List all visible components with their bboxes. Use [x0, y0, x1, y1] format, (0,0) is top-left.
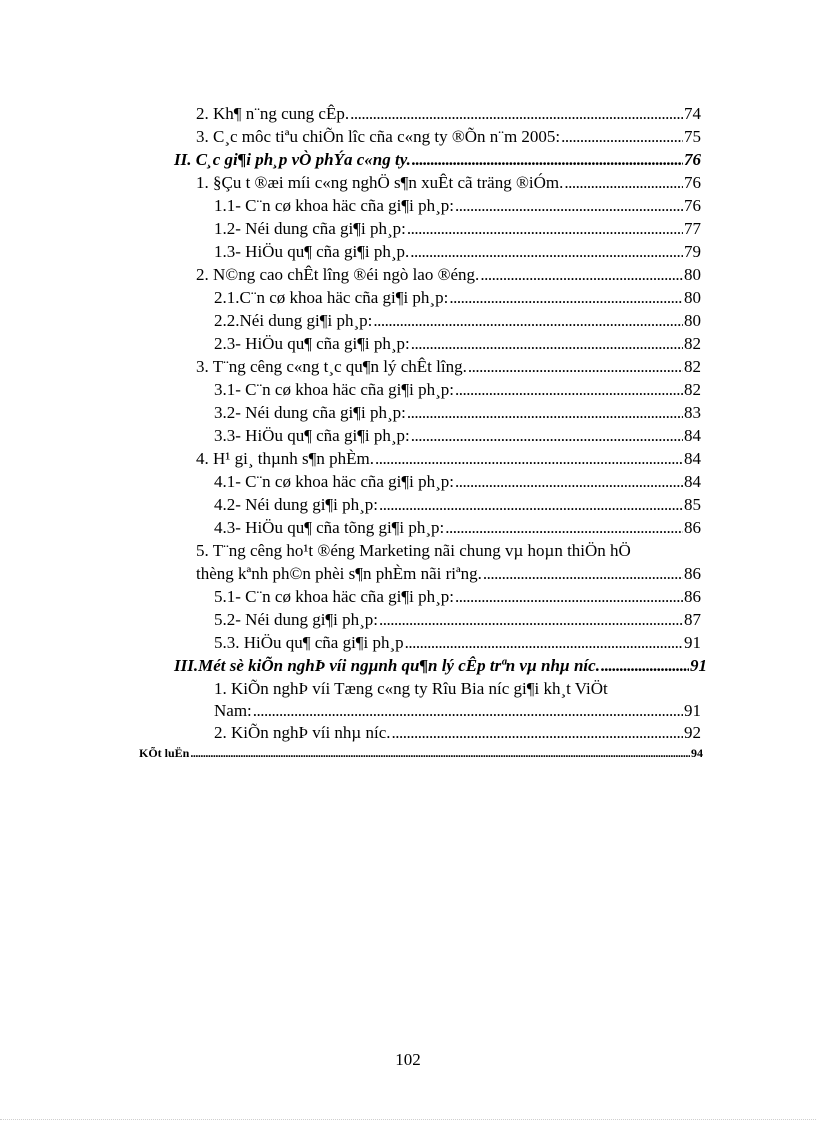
dot-leader — [483, 563, 683, 585]
toc-subentry — [214, 310, 701, 332]
dot-leader — [350, 103, 683, 125]
toc-entry-page: 79 — [684, 242, 701, 261]
toc-entry-page: 76 — [684, 173, 701, 192]
toc-subentry — [214, 632, 701, 654]
toc-entry-title: 1.1- C¨n cø khoa häc cña gi¶i ph¸p: — [214, 196, 454, 215]
toc-entry-page: 76 — [684, 150, 701, 169]
dot-leader — [564, 172, 683, 194]
dot-leader — [468, 356, 683, 378]
toc-entry-title-line1: 1. KiÕn nghÞ víi Tæng c«ng ty Rîu Bia níc gi¶i kh¸t ViÖt — [214, 679, 608, 698]
toc-subentry — [214, 517, 701, 539]
toc-entry-title: 1.3- HiÖu qu¶ cña gi¶i ph¸p. — [214, 242, 410, 261]
dot-leader — [405, 632, 683, 654]
dot-leader — [455, 586, 683, 608]
toc-entry-page: 74 — [684, 104, 701, 123]
toc-section-heading — [174, 655, 707, 677]
toc-entry-page: 86 — [684, 587, 701, 606]
dot-leader — [373, 310, 683, 332]
toc-entry-title: 4.1- C¨n cø khoa häc cña gi¶i ph¸p: — [214, 472, 454, 491]
toc-subentry — [214, 425, 701, 447]
toc-entry-title: 2.1.C¨n cø khoa häc cña gi¶i ph¸p: — [214, 288, 449, 307]
toc-entry-title: 2. KiÕn nghÞ víi nhµ níc. — [214, 723, 391, 742]
toc-entry-page: 80 — [684, 288, 701, 307]
toc-entry-title: thèng kªnh ph©n phèi s¶n phÈm nãi riªng. — [196, 564, 482, 583]
page-number: 102 — [395, 1050, 421, 1069]
toc-entry-title: 5.3. HiÖu qu¶ cña gi¶i ph¸p — [214, 633, 404, 652]
toc-entry — [196, 264, 701, 286]
dot-leader — [455, 195, 683, 217]
page-bottom-divider — [0, 1119, 816, 1120]
toc-entry-page: 84 — [684, 426, 701, 445]
dot-leader — [410, 241, 683, 263]
dot-leader — [253, 700, 683, 722]
toc-entry-page: 82 — [684, 380, 701, 399]
dot-leader — [375, 448, 683, 470]
toc-entry — [196, 103, 701, 125]
toc-entry-title: 1. §Çu t ®æi míi c«ng nghÖ s¶n xuÊt cã träng ®iÓm. — [196, 173, 564, 192]
toc-entry-page: 91 — [684, 701, 701, 720]
toc-entry-page: 84 — [684, 472, 701, 491]
toc-entry-title: 2.2.Néi dung gi¶i ph¸p: — [214, 311, 373, 330]
toc-entry-page: 85 — [684, 495, 701, 514]
toc-subentry — [214, 379, 701, 401]
toc-entry-page: 86 — [684, 518, 701, 537]
toc-entry-title: 4.3- HiÖu qu¶ cña tõng gi¶i ph¸p: — [214, 518, 445, 537]
toc-entry-title: 3.1- C¨n cø khoa häc cña gi¶i ph¸p: — [214, 380, 454, 399]
dot-leader — [407, 218, 683, 240]
toc-entry-title-line1: 5. T¨ng cêng ho¹t ®éng Marketing nãi chung vµ hoµn thiÖn hÖ — [196, 541, 631, 560]
toc-entry — [196, 126, 701, 148]
toc-subentry — [214, 471, 701, 493]
toc-entry-page: 77 — [684, 219, 701, 238]
dot-leader — [412, 149, 683, 171]
toc-entry-title: 4. H¹ gi¸ thµnh s¶n phÈm. — [196, 449, 374, 468]
dot-leader — [190, 745, 690, 761]
toc-subentry — [214, 241, 701, 263]
toc-entry-title: 5.1- C¨n cø khoa häc cña gi¶i ph¸p: — [214, 587, 454, 606]
toc-entry-title: 2. Kh¶ n¨ng cung cÊp. — [196, 104, 350, 123]
dot-leader — [379, 609, 683, 631]
toc-entry-page: 82 — [684, 357, 701, 376]
toc-entry-page: 80 — [684, 265, 701, 284]
toc-subentry — [214, 333, 701, 355]
toc-entry-page: 83 — [684, 403, 701, 422]
toc-entry-title: 1.2- Néi dung cña gi¶i ph¸p: — [214, 219, 406, 238]
dot-leader — [445, 517, 683, 539]
toc-entry-title: Nam: — [214, 701, 252, 720]
toc-section-heading — [174, 149, 701, 171]
dot-leader — [411, 425, 683, 447]
toc-subentry — [214, 609, 701, 631]
dot-leader — [455, 379, 683, 401]
toc-entry-page: 80 — [684, 311, 701, 330]
dot-leader — [407, 402, 683, 424]
dot-leader — [601, 655, 689, 677]
toc-entry — [196, 563, 701, 585]
toc-entry-page: 86 — [684, 564, 701, 583]
toc-entry-title: KÕt luËn — [139, 746, 190, 760]
toc-subentry — [214, 586, 701, 608]
toc-entry — [196, 448, 701, 470]
toc-entry-title: III.Mét sè kiÕn nghÞ víi ngµnh qu¶n lý cÊp trªn vµ nhµ níc. — [174, 656, 600, 675]
toc-subentry — [214, 494, 701, 516]
dot-leader — [561, 126, 683, 148]
toc-subentry — [214, 218, 701, 240]
toc-entry — [214, 700, 701, 722]
toc-entry-page: 82 — [684, 334, 701, 353]
toc-entry-title: 3.3- HiÖu qu¶ cña gi¶i ph¸p: — [214, 426, 410, 445]
toc-entry-title: II. C¸c gi¶i ph¸p vÒ phÝa c«ng ty. — [174, 150, 411, 169]
toc-entry-page: 75 — [684, 127, 701, 146]
toc-entry-page: 87 — [684, 610, 701, 629]
toc-subentry — [214, 402, 701, 424]
dot-leader — [455, 471, 683, 493]
toc-entry-page: 92 — [684, 723, 701, 742]
toc-subentry — [214, 287, 701, 309]
toc-conclusion — [139, 745, 703, 761]
dot-leader — [379, 494, 683, 516]
toc-entry-title: 4.2- Néi dung gi¶i ph¸p: — [214, 495, 378, 514]
dot-leader — [392, 722, 684, 744]
toc-entry-title: 2.3- HiÖu qu¶ cña gi¶i ph¸p: — [214, 334, 410, 353]
toc-entry-title: 3. C¸c môc tiªu chiÕn lîc cña c«ng ty ®Õn n¨m 2005: — [196, 127, 561, 146]
toc-entry-page: 94 — [691, 746, 703, 760]
toc-entry-page: 91 — [684, 633, 701, 652]
toc-entry-title: 3. T¨ng cêng c«ng t¸c qu¶n lý chÊt lîng. — [196, 357, 467, 376]
toc-entry — [196, 172, 701, 194]
toc-entry — [196, 356, 701, 378]
toc-entry-title: 2. N©ng cao chÊt lîng ®éi ngò lao ®éng. — [196, 265, 480, 284]
dot-leader — [411, 333, 683, 355]
toc-entry-title: 3.2- Néi dung cña gi¶i ph¸p: — [214, 403, 406, 422]
toc-entry-title: 5.2- Néi dung gi¶i ph¸p: — [214, 610, 378, 629]
toc-subentry — [214, 195, 701, 217]
dot-leader — [480, 264, 683, 286]
toc-entry-page: 91 — [690, 656, 707, 675]
toc-entry-page: 84 — [684, 449, 701, 468]
dot-leader — [449, 287, 683, 309]
toc-entry-page: 76 — [684, 196, 701, 215]
toc-entry — [214, 722, 701, 744]
